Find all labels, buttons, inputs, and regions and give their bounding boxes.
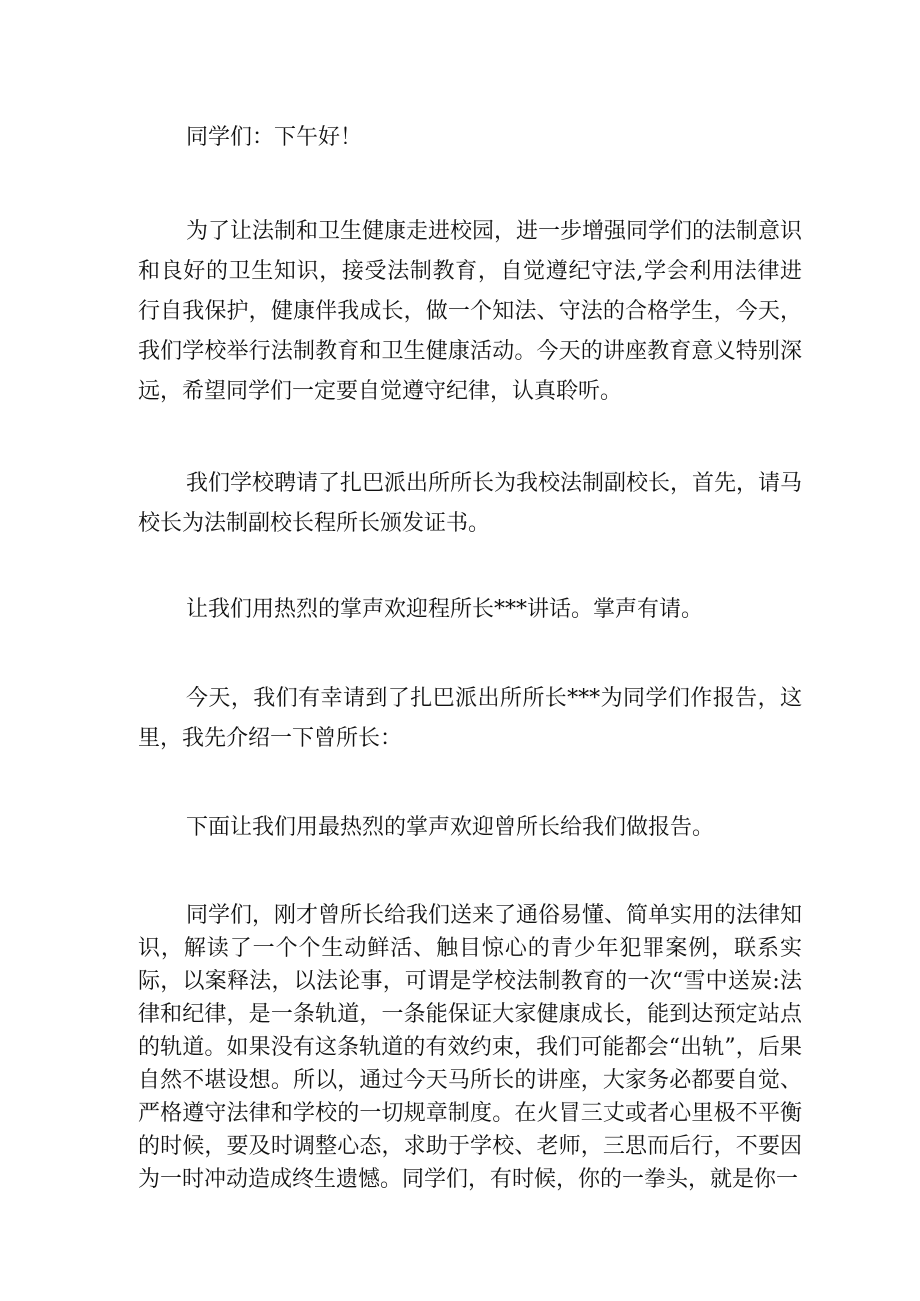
greeting-paragraph: 同学们：下午好！	[186, 125, 363, 150]
summary-paragraph: 同学们，刚才曾所长给我们送来了通俗易懂、简单实用的法律知识，解读了一个个生动鲜活、触目惊心的青少年犯罪案例，联系实际，以案释法，以法论事，可谓是学校法制教育的一次“雪中送炭:法律和纪律，是一条轨道，一条能保证大家健康成长，能到达预定站点的轨道。如果没有这条轨道的有效约束，我们可能都会“出轨”，后果自然不堪设想。所以，通过今天马所长的讲座，大家务必都要自觉、严格遵守法律和学校的一切规章制度。在火冒三丈或者心里极不平衡的时候，要及时调整心态，求助于学校、老师，三思而后行，不要因为一时冲动造成终生遗憾。同学们，有时候，你的一拳头，就是你一	[138, 903, 803, 1192]
welcome-speech-paragraph: 让我们用热烈的掌声欢迎程所长***讲话。掌声有请。	[186, 597, 704, 622]
certificate-paragraph: 我们学校聘请了扎巴派出所所长为我校法制副校长，首先，请马校长为法制副校长程所长颁发证书。	[138, 471, 803, 536]
intro-paragraph: 为了让法制和卫生健康走进校园，进一步增强同学们的法制意识和良好的卫生知识，接受法制教育，自觉遵纪守法,学会利用法律进行自我保护，健康伴我成长，做一个知法、守法的合格学生，今天，我们学校举行法制教育和卫生健康活动。今天的讲座教育意义特别深远，希望同学们一定要自觉遵守纪律，认真聆听。	[138, 219, 803, 404]
introduction-paragraph: 今天，我们有幸请到了扎巴派出所所长***为同学们作报告，这里，我先介绍一下曾所长：	[138, 686, 802, 751]
report-invitation-paragraph: 下面让我们用最热烈的掌声欢迎曾所长给我们做报告。	[186, 815, 715, 840]
